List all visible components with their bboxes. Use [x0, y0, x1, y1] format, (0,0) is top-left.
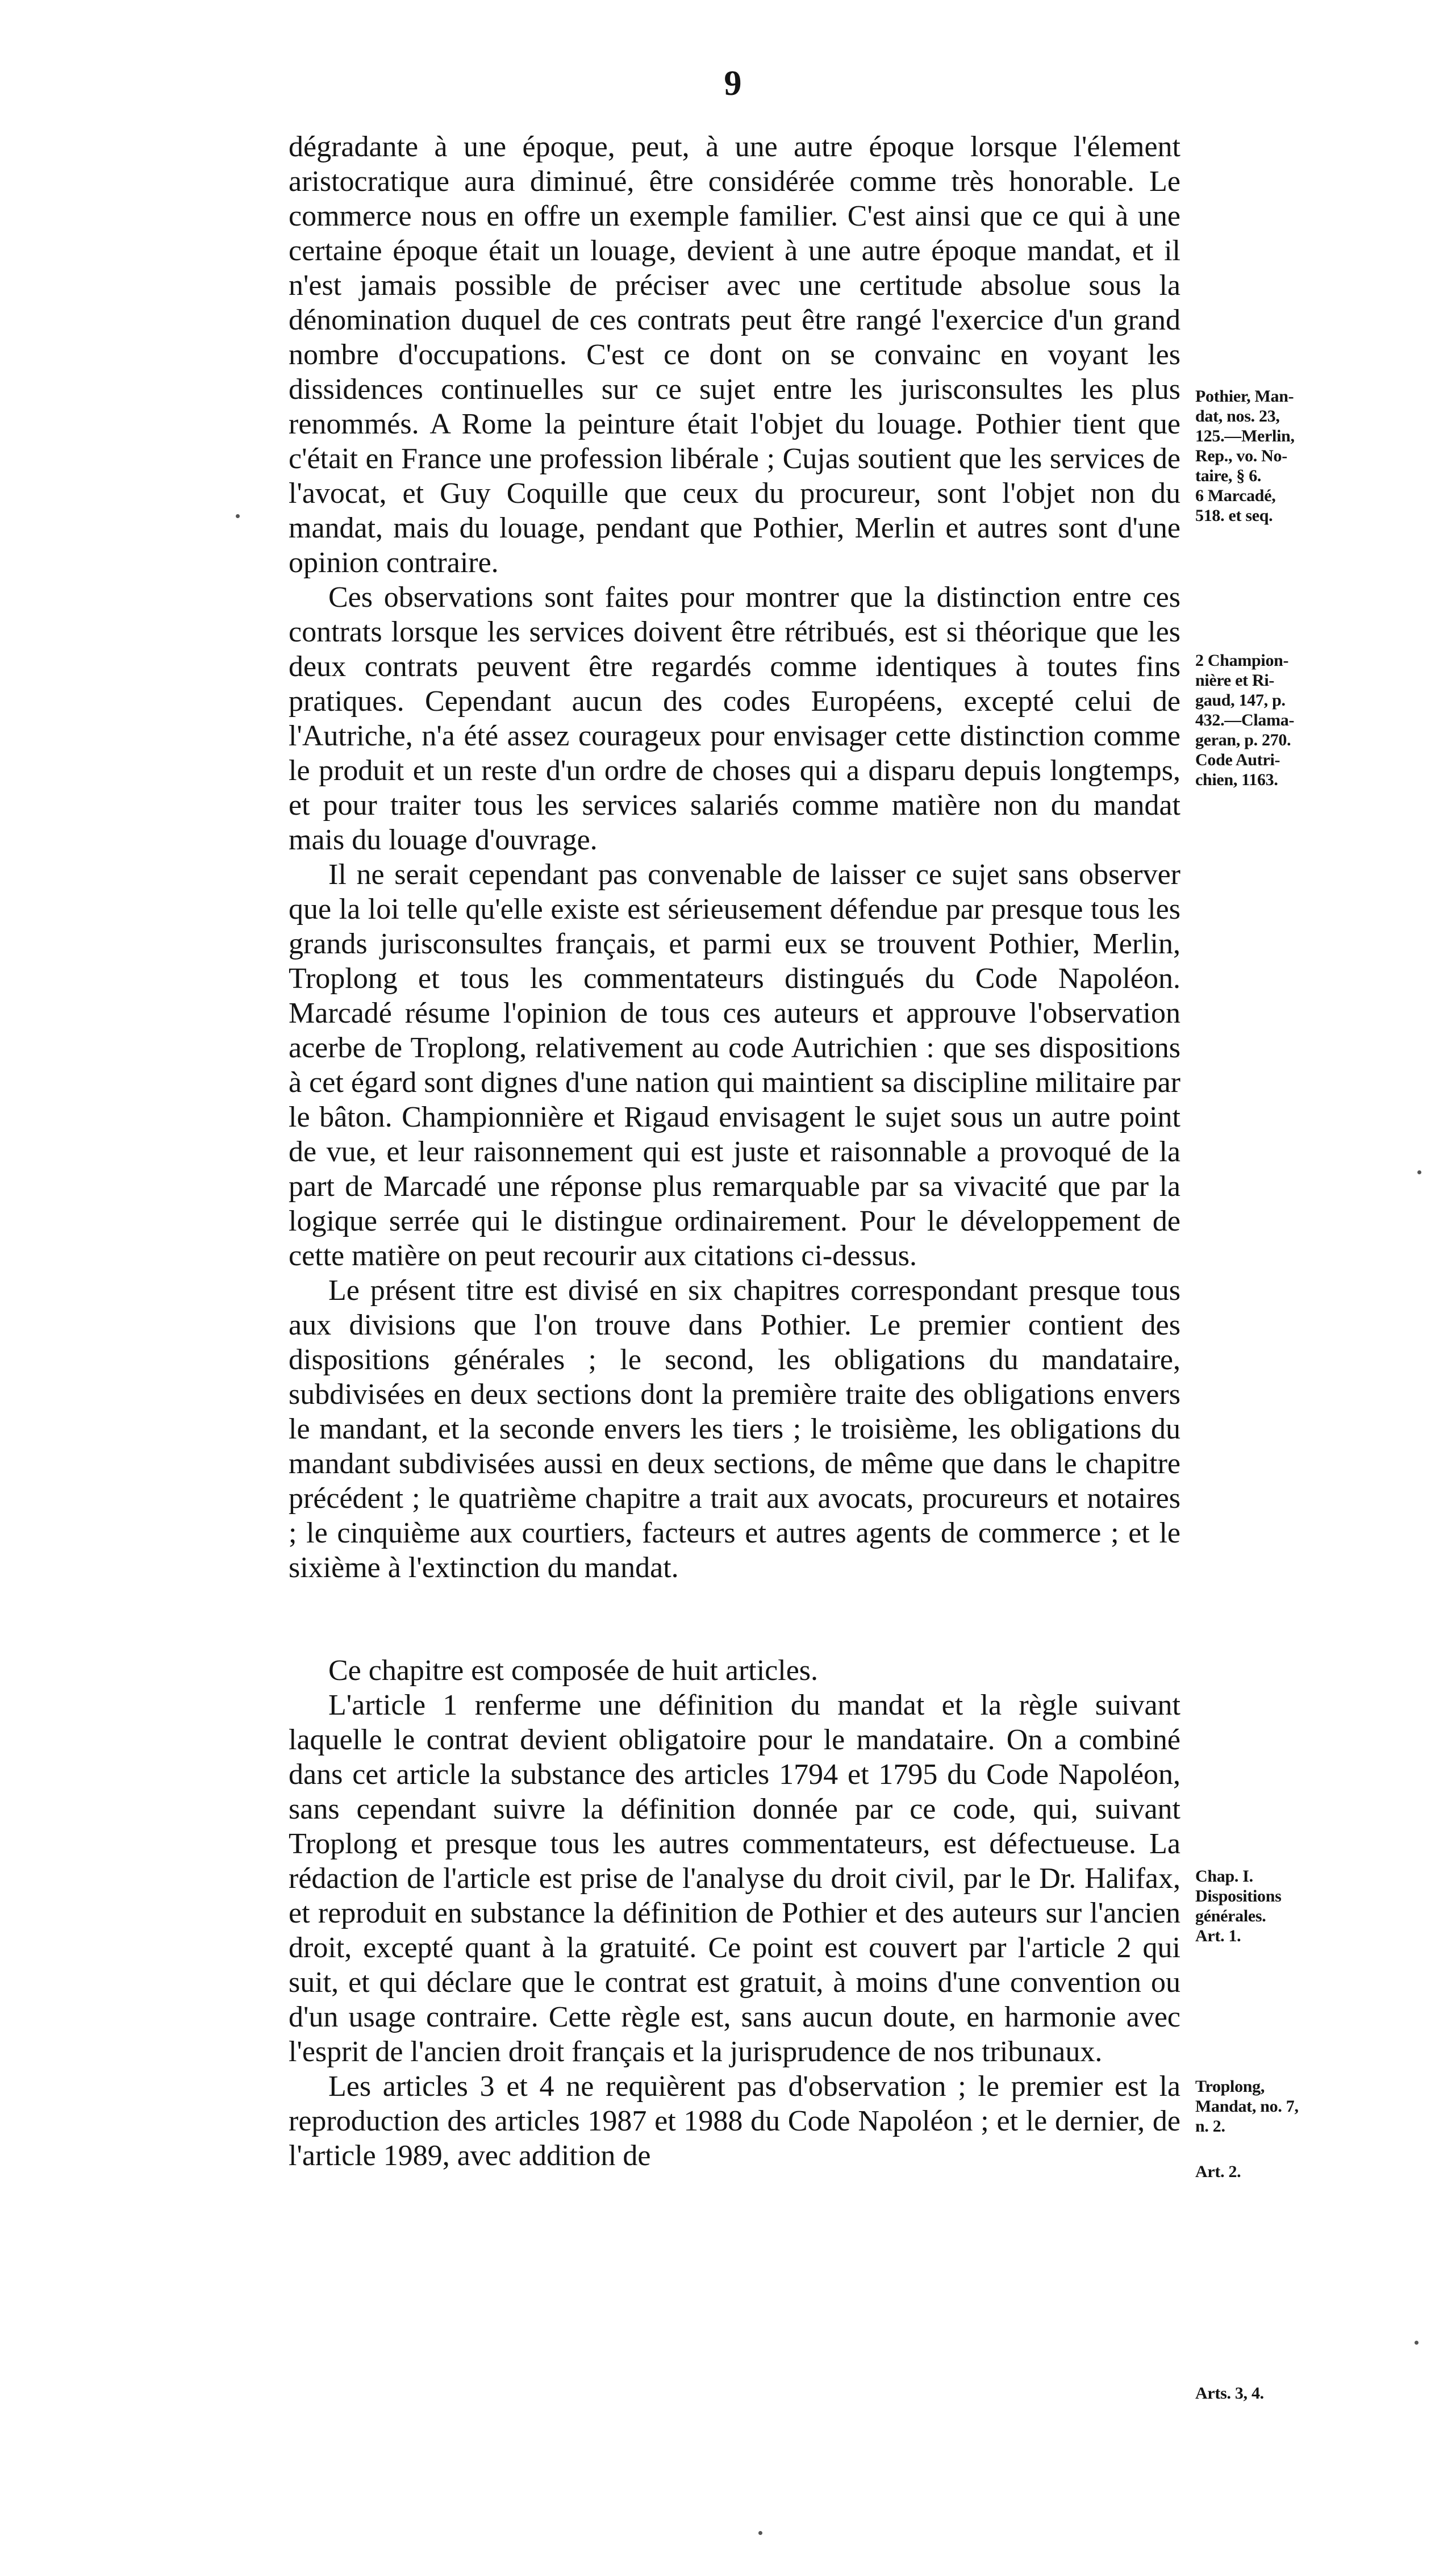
margin-note-line: Arts. 3, 4. [1195, 2384, 1264, 2403]
margin-note-line: Chap. I. [1195, 1867, 1253, 1886]
paragraph-1: dégradante à une époque, peut, à une autre époque lorsque l'élement aristocratique aura diminué, être considérée comme très honorable. Le commerce nous en offre un exemple familier. C'est ainsi que ce qui à une certaine époque était un louage, devient à une autre époque mandat, et il n'est jamais possible de préciser avec une certitude absolue sous la dénomination duquel de ces contrats peut être rangé l'exercice d'un grand nombre d'occupations. C'est ce dont on se convainc en voyant les dissidences continuelles sur ce sujet entre les jurisconsultes les plus renommés. A Rome la peinture était l'objet du louage. Pothier tient que c'était en France une profession libérale ; Cujas soutient que les services de l'avocat, et Guy Coquille que ceux du procureur, sont l'objet non du mandat, mais du louage, pendant que Pothier, Merlin et autres sont d'une opinion contraire. [289, 131, 1180, 579]
margin-note-line: nière et Ri- [1195, 671, 1275, 690]
margin-note-chapter-1 [1195, 1866, 1366, 1946]
margin-note-line: taire, § 6. [1195, 466, 1262, 485]
margin-note-line: 432.—Clama- [1195, 711, 1295, 729]
margin-note-pothier [1195, 386, 1366, 526]
margin-note-troplong [1195, 2077, 1366, 2136]
paper-speck [236, 514, 240, 518]
section-gap [289, 1585, 1180, 1653]
margin-note-line: Code Autri- [1195, 750, 1280, 769]
margin-note-line: Troplong, [1195, 2077, 1265, 2096]
margin-note-line: Rep., vo. No- [1195, 447, 1287, 465]
margin-note-line: Dispositions [1195, 1887, 1282, 1905]
margin-note-art-2 [1195, 2162, 1366, 2182]
margin-note-line: 125.—Merlin, [1195, 427, 1295, 445]
margin-note-line: gaud, 147, p. [1195, 691, 1286, 710]
margin-note-line: n. 2. [1195, 2117, 1225, 2136]
margin-note-line: Mandat, no. 7, [1195, 2097, 1299, 2116]
margin-note-championniere [1195, 651, 1366, 790]
margin-note-line: 518. et seq. [1195, 506, 1273, 525]
paper-speck [1415, 2341, 1419, 2345]
paragraph-6: L'article 1 renferme une définition du mandat et la règle suivant laquelle le contrat devient obligatoire pour le mandataire. On a combiné dans cet article la substance des articles 1794 et 1795 du Code Napoléon, sans cependant suivre la définition donnée par ce code, qui, suivant Troplong et presque tous les autres commentateurs, est défectueuse. La rédaction de l'article est prise de l'analyse du droit civil, par le Dr. Halifax, et reproduit en substance la définition de Pothier et des auteurs sur l'ancien droit, excepté quant à la gratuité. Ce point est couvert par l'article 2 qui suit, et qui déclare que le contrat est gratuit, à moins d'une convention ou d'un usage contraire. Cette règle est, sans aucun doute, en harmonie avec l'esprit de l'ancien droit français et la jurisprudence de nos tribunaux. [289, 1689, 1180, 2068]
margin-note-line: 2 Champion- [1195, 651, 1289, 670]
margin-note-line: générales. [1195, 1907, 1266, 1925]
margin-note-line: chien, 1163. [1195, 770, 1278, 789]
margin-note-line: Art. 2. [1195, 2162, 1241, 2181]
margin-note-arts-3-4 [1195, 2383, 1366, 2403]
margin-note-line: dat, nos. 23, [1195, 407, 1280, 426]
paragraph-7: Les articles 3 et 4 ne requièrent pas d'observation ; le premier est la reproduction des articles 1987 et 1988 du Code Napoléon ; et le dernier, de l'article 1989, avec addition de [289, 2070, 1180, 2172]
margin-note-line: 6 Marcadé, [1195, 486, 1276, 505]
paragraph-2: Ces observations sont faites pour montrer que la distinction entre ces contrats lorsque les services doivent être rétribués, est si théorique que les deux contrats peuvent être regardés comme identiques à toutes fins pratiques. Cependant aucun des codes Européens, excepté celui de l'Autriche, n'a été assez courageux pour envisager cette distinction comme le produit et un reste d'un ordre de choses qui a disparu depuis longtemps, et pour traiter tous les services salariés comme matière non du mandat mais du louage d'ouvrage. [289, 581, 1180, 856]
paragraph-4: Le présent titre est divisé en six chapitres correspondant presque tous aux divisions que l'on trouve dans Pothier. Le premier contient des dispositions générales ; le second, les obligations du mandataire, subdivisées en deux sections dont la première traite des obligations envers le mandant, et la seconde envers les tiers ; le troisième, les obligations du mandant subdivisées aussi en deux sections, de même que dans le chapitre précédent ; le quatrième chapitre a trait aux avocats, procureurs et notaires ; le cinquième aux courtiers, facteurs et autres agents de commerce ; et le sixième à l'extinction du mandat. [289, 1274, 1180, 1584]
paragraph-5: Ce chapitre est composée de huit articles. [328, 1654, 819, 1687]
margin-note-line: Art. 1. [1195, 1927, 1241, 1945]
page-number: 9 [724, 64, 742, 103]
paper-speck [758, 2531, 762, 2535]
body-text [289, 130, 1180, 2173]
margin-note-line: geran, p. 270. [1195, 731, 1291, 749]
paragraph-3: Il ne serait cependant pas convenable de laisser ce sujet sans observer que la loi telle qu'elle existe est sérieusement défendue par presque tous les grands jurisconsultes français, et parmi eux se trouvent Pothier, Merlin, Troplong et tous les commentateurs distingués du Code Napoléon. Marcadé résume l'opinion de tous ces auteurs et approuve l'observation acerbe de Troplong, relativement au code Autrichien : que ses dispositions à cet égard sont dignes d'une nation qui maintient sa discipline militaire par le bâton. Championnière et Rigaud envisagent le sujet sous un autre point de vue, et leur raisonnement qui est juste et raisonnable a provoqué de la part de Marcadé une réponse plus remarquable par sa vivacité que par la logique serrée qui le distingue ordinairement. Pour le développement de cette matière on peut recourir aux citations ci-dessus. [289, 858, 1180, 1272]
margin-note-line: Pothier, Man- [1195, 387, 1294, 406]
paper-speck [1417, 1170, 1421, 1174]
